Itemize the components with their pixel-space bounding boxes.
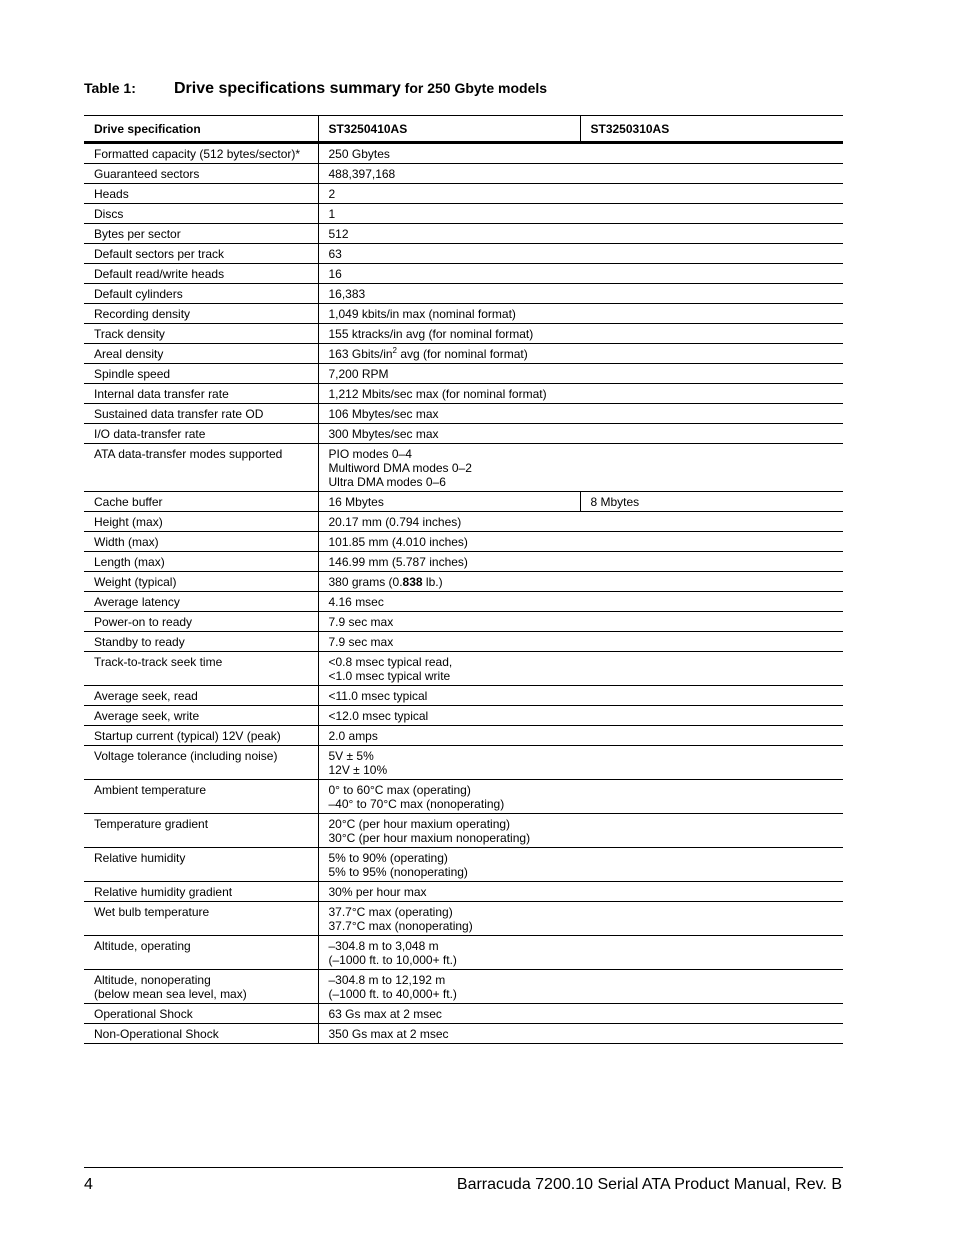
spec-value-cell	[318, 780, 843, 814]
spec-value: 8 Mbytes	[590, 495, 640, 509]
spec-name: Startup current (typical) 12V (peak)	[94, 729, 281, 743]
spec-value: 12V ± 10%	[328, 763, 388, 777]
spec-value-cell	[318, 384, 843, 404]
spec-name: Track-to-track seek time	[94, 655, 223, 669]
spec-value: –304.8 m to 12,192 m	[328, 973, 446, 987]
spec-value: (–1000 ft. to 40,000+ ft.)	[328, 987, 457, 1001]
spec-name: Average seek, write	[94, 709, 200, 723]
spec-value-cell	[318, 184, 843, 204]
spec-name-cell	[84, 706, 318, 726]
spec-value-cell	[318, 686, 843, 706]
table-row	[84, 492, 843, 512]
spec-value-cell	[318, 552, 843, 572]
table-row	[84, 184, 843, 204]
spec-name: Weight (typical)	[94, 575, 177, 589]
spec-value-cell	[318, 632, 843, 652]
spec-name: Track density	[94, 327, 165, 341]
spec-name: Width (max)	[94, 535, 159, 549]
spec-value-cell	[318, 143, 843, 164]
table-row	[84, 936, 843, 970]
spec-name: Sustained data transfer rate OD	[94, 407, 264, 421]
spec-name-cell	[84, 848, 318, 882]
spec-name: Default read/write heads	[94, 267, 225, 281]
spec-name: Temperature gradient	[94, 817, 209, 831]
spec-value: <12.0 msec typical	[328, 709, 429, 723]
spec-value-cell	[318, 404, 843, 424]
spec-name: Spindle speed	[94, 367, 171, 381]
spec-name: Height (max)	[94, 515, 163, 529]
spec-name-cell	[84, 746, 318, 780]
spec-value-cell	[318, 304, 843, 324]
column-header: ST3250310AS	[580, 116, 843, 143]
spec-name: Bytes per sector	[94, 227, 181, 241]
spec-value: Multiword DMA modes 0–2	[328, 461, 472, 475]
spec-name-cell	[84, 532, 318, 552]
spec-name-cell	[84, 364, 318, 384]
spec-value: 5% to 90% (operating)	[328, 851, 448, 865]
spec-name: Heads	[94, 187, 129, 201]
spec-name-cell	[84, 612, 318, 632]
spec-value-cell	[318, 572, 843, 592]
spec-value-cell	[318, 612, 843, 632]
table-row	[84, 164, 843, 184]
spec-value-cell	[318, 1024, 843, 1044]
document-title: Barracuda 7200.10 Serial ATA Product Manual, Rev. B	[456, 1176, 842, 1193]
spec-value-cell	[318, 726, 843, 746]
spec-value: 5% to 95% (nonoperating)	[328, 865, 468, 879]
spec-value: 488,397,168	[328, 167, 396, 181]
table-row	[84, 204, 843, 224]
spec-name-cell	[84, 204, 318, 224]
spec-name-cell	[84, 384, 318, 404]
spec-value-cell	[318, 492, 580, 512]
spec-value: 37.7°C max (nonoperating)	[328, 919, 473, 933]
spec-value-cell	[318, 224, 843, 244]
spec-name-cell	[84, 444, 318, 492]
spec-value: 1,049 kbits/in max (nominal format)	[328, 307, 516, 321]
spec-name: Default cylinders	[94, 287, 183, 301]
spec-value: –40° to 70°C max (nonoperating)	[328, 797, 505, 811]
spec-value: 106 Mbytes/sec max	[328, 407, 439, 421]
spec-value: 63 Gs max at 2 msec	[328, 1007, 442, 1021]
spec-name: Discs	[94, 207, 124, 221]
spec-value	[329, 347, 836, 361]
spec-name-cell	[84, 1024, 318, 1044]
spec-value: 0° to 60°C max (operating)	[328, 783, 471, 797]
table-row	[84, 364, 843, 384]
table-row	[84, 224, 843, 244]
spec-name-cell	[84, 404, 318, 424]
spec-value-cell	[318, 244, 843, 264]
spec-name-cell	[84, 492, 318, 512]
spec-value-cell	[318, 652, 843, 686]
spec-value-cell	[318, 204, 843, 224]
spec-value: 4.16 msec	[328, 595, 384, 609]
table-row	[84, 572, 843, 592]
table-row	[84, 746, 843, 780]
spec-value	[329, 575, 836, 589]
spec-value-cell	[318, 902, 843, 936]
spec-name-cell	[84, 512, 318, 532]
spec-value-part: 163 Gbits/in	[328, 347, 393, 361]
table-body	[84, 143, 843, 1044]
table-row	[84, 244, 843, 264]
spec-value-cell	[318, 936, 843, 970]
table-row	[84, 384, 843, 404]
table-row	[84, 726, 843, 746]
spec-value-cell	[318, 324, 843, 344]
page-number: 4	[84, 1176, 93, 1193]
spec-value: 250 Gbytes	[328, 147, 390, 161]
spec-value: 512	[328, 227, 349, 241]
spec-name: Wet bulb temperature	[94, 905, 210, 919]
table-row	[84, 552, 843, 572]
spec-value: 5V ± 5%	[328, 749, 374, 763]
spec-name-cell	[84, 344, 318, 364]
spec-name-cell	[84, 304, 318, 324]
spec-value-cell	[318, 512, 843, 532]
table-row	[84, 612, 843, 632]
spec-value-cell	[318, 264, 843, 284]
table-row	[84, 304, 843, 324]
spec-name-cell	[84, 324, 318, 344]
table-row	[84, 143, 843, 164]
spec-name-cell	[84, 264, 318, 284]
spec-name-cell	[84, 224, 318, 244]
spec-name: Non-Operational Shock	[94, 1027, 219, 1041]
spec-name-cell	[84, 164, 318, 184]
spec-name: Guaranteed sectors	[94, 167, 200, 181]
spec-value: 16	[328, 267, 342, 281]
spec-value-part: lb.)	[422, 575, 443, 589]
spec-name-cell	[84, 686, 318, 706]
spec-name: Areal density	[94, 347, 164, 361]
table-row	[84, 532, 843, 552]
spec-name-cell	[84, 814, 318, 848]
table-row	[84, 652, 843, 686]
spec-value-cell	[318, 284, 843, 304]
spec-value: 101.85 mm (4.010 inches)	[328, 535, 468, 549]
table-caption	[84, 80, 547, 98]
spec-name: Cache buffer	[94, 495, 163, 509]
spec-name: I/O data-transfer rate	[94, 427, 206, 441]
spec-name: Average seek, read	[94, 689, 198, 703]
spec-value-cell	[318, 424, 843, 444]
superscript: 2	[392, 346, 397, 355]
spec-value: Ultra DMA modes 0–6	[328, 475, 446, 489]
spec-value: <11.0 msec typical	[328, 689, 428, 703]
spec-name: Relative humidity	[94, 851, 186, 865]
spec-name: Standby to ready	[94, 635, 185, 649]
spec-name-cell	[84, 780, 318, 814]
spec-value: 37.7°C max (operating)	[328, 905, 453, 919]
spec-name: Internal data transfer rate	[94, 387, 229, 401]
spec-name-cell	[84, 284, 318, 304]
spec-name: Recording density	[94, 307, 191, 321]
spec-value-cell	[318, 814, 843, 848]
table-row	[84, 512, 843, 532]
spec-value: 146.99 mm (5.787 inches)	[328, 555, 468, 569]
spec-value-cell	[318, 882, 843, 902]
spec-name: Power-on to ready	[94, 615, 193, 629]
spec-value: <1.0 msec typical write	[328, 669, 451, 683]
spec-name-cell	[84, 143, 318, 164]
spec-name: Default sectors per track	[94, 247, 225, 261]
table-row	[84, 424, 843, 444]
table-row	[84, 970, 843, 1004]
spec-name-cell	[84, 592, 318, 612]
spec-value: 155 ktracks/in avg (for nominal format)	[328, 327, 534, 341]
spec-value: 7.9 sec max	[328, 635, 394, 649]
spec-value: (–1000 ft. to 10,000+ ft.)	[328, 953, 457, 967]
table-title: Drive specifications summary	[174, 80, 401, 97]
spec-name-cell	[84, 726, 318, 746]
spec-value: 30% per hour max	[328, 885, 427, 899]
spec-value: 20°C (per hour maxium operating)	[328, 817, 511, 831]
spec-name-cell	[84, 970, 318, 1004]
spec-name: Operational Shock	[94, 1007, 193, 1021]
spec-value: 2.0 amps	[328, 729, 378, 743]
spec-name: (below mean sea level, max)	[94, 987, 247, 1001]
spec-value: 7.9 sec max	[328, 615, 394, 629]
table-row	[84, 284, 843, 304]
spec-value: 63	[328, 247, 342, 261]
table-row	[84, 632, 843, 652]
spec-name: Length (max)	[94, 555, 165, 569]
spec-name-cell	[84, 882, 318, 902]
spec-name: Relative humidity gradient	[94, 885, 233, 899]
spec-value: 16 Mbytes	[328, 495, 384, 509]
spec-value: 1,212 Mbits/sec max (for nominal format)	[328, 387, 547, 401]
table-row	[84, 706, 843, 726]
column-header: ST3250410AS	[318, 116, 580, 143]
spec-name-cell	[84, 902, 318, 936]
table-row	[84, 344, 843, 364]
table-row	[84, 848, 843, 882]
table-row	[84, 902, 843, 936]
spec-value-cell	[318, 848, 843, 882]
table-row	[84, 592, 843, 612]
spec-name-cell	[84, 184, 318, 204]
spec-name: ATA data-transfer modes supported	[94, 447, 283, 461]
bold-value: 838	[402, 575, 423, 589]
table-row	[84, 264, 843, 284]
table-row	[84, 444, 843, 492]
spec-value-cell	[318, 532, 843, 552]
spec-value-cell	[318, 1004, 843, 1024]
table-header-row	[84, 116, 843, 143]
spec-name-cell	[84, 244, 318, 264]
spec-value-cell	[318, 164, 843, 184]
spec-name: Ambient temperature	[94, 783, 207, 797]
spec-value: 16,383	[328, 287, 366, 301]
spec-value: 2	[328, 187, 336, 201]
table-row	[84, 404, 843, 424]
spec-name: Formatted capacity (512 bytes/sector)*	[94, 147, 301, 161]
spec-value-cell	[318, 364, 843, 384]
spec-value-cell	[318, 444, 843, 492]
table-row	[84, 1024, 843, 1044]
table-row	[84, 686, 843, 706]
spec-name: Voltage tolerance (including noise)	[94, 749, 278, 763]
table-row	[84, 882, 843, 902]
spec-value-cell	[318, 970, 843, 1004]
spec-name-cell	[84, 1004, 318, 1024]
spec-value-cell	[318, 706, 843, 726]
spec-value: PIO modes 0–4	[328, 447, 412, 461]
table-row	[84, 814, 843, 848]
table-row	[84, 324, 843, 344]
spec-name-cell	[84, 632, 318, 652]
column-header: Drive specification	[84, 116, 318, 143]
spec-value: 7,200 RPM	[328, 367, 389, 381]
spec-name: Average latency	[94, 595, 180, 609]
spec-value: 1	[328, 207, 336, 221]
spec-value-part: avg (for nominal format)	[397, 347, 528, 361]
spec-name-cell	[84, 552, 318, 572]
spec-name: Altitude, nonoperating	[94, 973, 211, 987]
footer-divider	[84, 1167, 843, 1168]
spec-value: 300 Mbytes/sec max	[328, 427, 439, 441]
table-row	[84, 1004, 843, 1024]
spec-name: Altitude, operating	[94, 939, 191, 953]
spec-value-cell	[318, 592, 843, 612]
spec-value-part: 380 grams (0.	[328, 575, 403, 589]
spec-value-cell	[580, 492, 843, 512]
spec-value: <0.8 msec typical read,	[328, 655, 453, 669]
spec-value: –304.8 m to 3,048 m	[328, 939, 439, 953]
spec-name-cell	[84, 936, 318, 970]
spec-value-cell	[318, 746, 843, 780]
table-title-suffix: for 250 Gbyte models	[400, 80, 548, 96]
spec-name-cell	[84, 572, 318, 592]
table-number: Table 1:	[84, 80, 136, 96]
spec-value: 20.17 mm (0.794 inches)	[328, 515, 462, 529]
spec-table	[84, 115, 843, 1044]
spec-name-cell	[84, 652, 318, 686]
table-row	[84, 780, 843, 814]
spec-name-cell	[84, 424, 318, 444]
spec-value: 30°C (per hour maxium nonoperating)	[328, 831, 531, 845]
spec-value: 350 Gs max at 2 msec	[328, 1027, 449, 1041]
spec-value-cell	[318, 344, 843, 364]
